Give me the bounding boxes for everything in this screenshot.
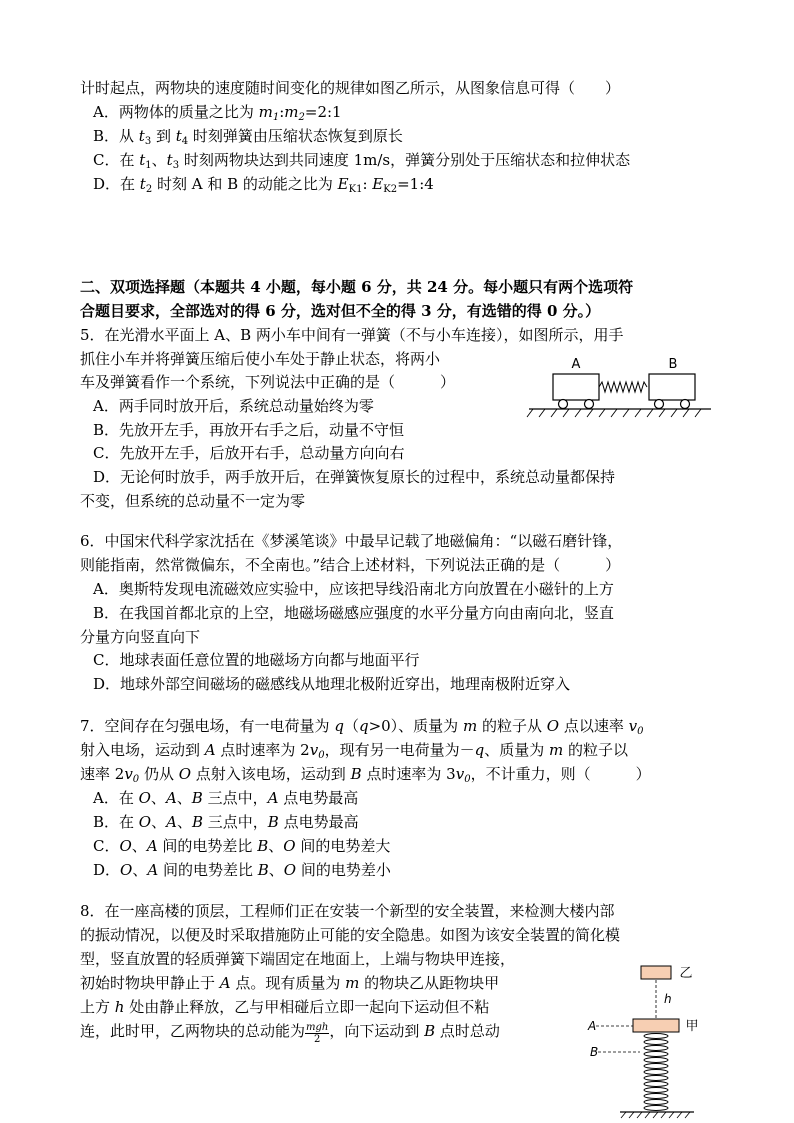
label-b: B xyxy=(590,1045,599,1059)
q5-label-cart-a: A xyxy=(571,357,581,372)
wheel xyxy=(559,400,568,409)
q6-option-a: A．奥斯特发现电流磁效应实验中，应该把导线沿南北方向放置在小磁针的上方 xyxy=(93,580,614,598)
q4-option-b: B．从 $t_3$ 到 $t_4$ 时刻弹簧由压缩状态恢复到原长 xyxy=(93,127,403,147)
q8-stem-line2: 的振动情况，以便及时采取措施防止可能的安全隐患。如图为该安全装置的简化模 xyxy=(80,926,621,944)
q6-stem-line2: 则能指南，然常微偏东，不全南也。”结合上述材料，下列说法正确的是（ ） xyxy=(80,556,621,574)
vertical-spring xyxy=(644,1034,668,1111)
q8-stem-line6: 连，此时甲，乙两物块的总动能为 $\frac{\text{mgh}}{2}$ ，向下运动到 B 点时总动 xyxy=(80,1022,500,1045)
wheel xyxy=(681,400,690,409)
q8-stem-line5: 上方 h 处由静止释放，乙与甲相碰后立即一起向下运动但不粘 xyxy=(80,998,490,1016)
label-a: A xyxy=(588,1019,597,1033)
ground-hatch xyxy=(527,409,701,417)
q7-stem-line1: 7．空间存在匀强电场，有一电荷量为 q（q>0）、质量为 m 的粒子从 O 点以速率 $v_0$ xyxy=(80,717,644,737)
q7-option-c: C．O、A 间的电势差比 B、O 间的电势差大 xyxy=(93,837,391,855)
q8-spring-figure xyxy=(578,958,708,1120)
q4-option-d: D．在 $t_2$ 时刻 A 和 B 的动能之比为 $E_{K1}$: $E_{K2}=1:4$ xyxy=(93,175,434,195)
q5-stem-line2: 抓住小车并将弹簧压缩后使小车处于静止状态，将两小 xyxy=(80,350,441,368)
q6-option-b-line1: B．在我国首都北京的上空，地磁场磁感应强度的水平分量方向由南向北，竖直 xyxy=(93,604,615,622)
q5-option-d-line1: D．无论何时放手，两手放开后，在弹簧恢复原长的过程中，系统总动量都保持 xyxy=(93,468,616,486)
q5-label-cart-b: B xyxy=(668,357,678,372)
q7-stem-line3: 速率 $2v_0$ 仍从 O 点射入该电场，运动到 B 点时速率为 $3v_0$，不计重力，则（ ） xyxy=(80,765,651,785)
q5-option-c: C．先放开左手，后放开右手，总动量方向向右 xyxy=(93,444,405,462)
q6-stem-line1: 6．中国宋代科学家沈括在《梦溪笔谈》中最早记载了地磁偏角：“以磁石磨针锋， xyxy=(80,532,623,550)
q6-option-d: D．地球外部空间磁场的磁感线从地理北极附近穿出，地理南极附近穿入 xyxy=(93,675,571,693)
q5-stem-line3: 车及弹簧看作一个系统，下列说法中正确的是（ ） xyxy=(80,373,456,391)
q5-option-b: B．先放开左手，再放开右手之后，动量不守恒 xyxy=(93,421,405,439)
q8-stem-line3: 型，竖直放置的轻质弹簧下端固定在地面上，上端与物块甲连接， xyxy=(80,950,516,968)
wheel xyxy=(585,400,594,409)
label-jia: 甲 xyxy=(685,1019,699,1034)
cart-b xyxy=(649,374,695,400)
block-yi xyxy=(641,966,671,979)
q7-option-d: D．O、A 间的电势差比 B、O 间的电势差小 xyxy=(93,861,391,879)
q5-option-a: A．两手同时放开后，系统总动量始终为零 xyxy=(93,397,374,415)
q7-option-a: A．在 O、A、B 三点中，A 点电势最高 xyxy=(93,789,359,807)
q6-option-c: C．地球表面任意位置的地磁场方向都与地面平行 xyxy=(93,651,420,669)
cart-a xyxy=(553,374,599,400)
q6-option-b-line2: 分量方向竖直向下 xyxy=(80,628,201,646)
spring xyxy=(599,382,647,392)
wheel xyxy=(655,400,664,409)
section2-heading-line1: 二、双项选择题（本题共 4 小题，每小题 6 分，共 24 分。每小题只有两个选项符 xyxy=(80,278,634,296)
q8-stem-line1: 8．在一座高楼的顶层，工程师们正在安装一个新型的安全装置，来检测大楼内部 xyxy=(80,902,615,920)
q8-stem-line4: 初始时物块甲静止于 A 点。现有质量为 m 的物块乙从距物块甲 xyxy=(80,974,500,992)
floor-hatch xyxy=(621,1112,690,1118)
q7-stem-line2: 射入电场，运动到 A 点时速率为 $2v_0$，现有另一电荷量为－q、质量为 m 的粒子以 xyxy=(80,741,628,761)
section2-heading-line2: 合题目要求，全部选对的得 6 分，选对但不全的得 3 分，有选错的得 0 分。） xyxy=(80,302,601,320)
q4-option-a: A．两物体的质量之比为 $m_1:m_2=2:1$ xyxy=(93,103,342,123)
label-h: h xyxy=(664,992,672,1006)
block-jia xyxy=(633,1019,679,1032)
q7-option-b: B．在 O、A、B 三点中，B 点电势最高 xyxy=(93,813,359,831)
q4-option-c: C．在 $t_1$、$t_3$ 时刻两物块达到共同速度 1m/s，弹簧分别处于压缩状态和拉伸状态 xyxy=(93,151,631,171)
q5-option-d-line2: 不变，但系统的总动量不一定为零 xyxy=(80,492,306,510)
q5-stem-line1: 5．在光滑水平面上 A、B 两小车中间有一弹簧（不与小车连接），如图所示，用手 xyxy=(80,326,624,344)
label-yi: 乙 xyxy=(679,966,693,981)
q4-stem-tail: 计时起点，两物块的速度随时间变化的规律如图乙所示，从图象信息可得（ ） xyxy=(80,79,621,97)
q5-carts-figure xyxy=(525,352,715,424)
fraction-mgh-over-2: $\frac{\text{mgh}}{2}$ xyxy=(306,1022,329,1045)
